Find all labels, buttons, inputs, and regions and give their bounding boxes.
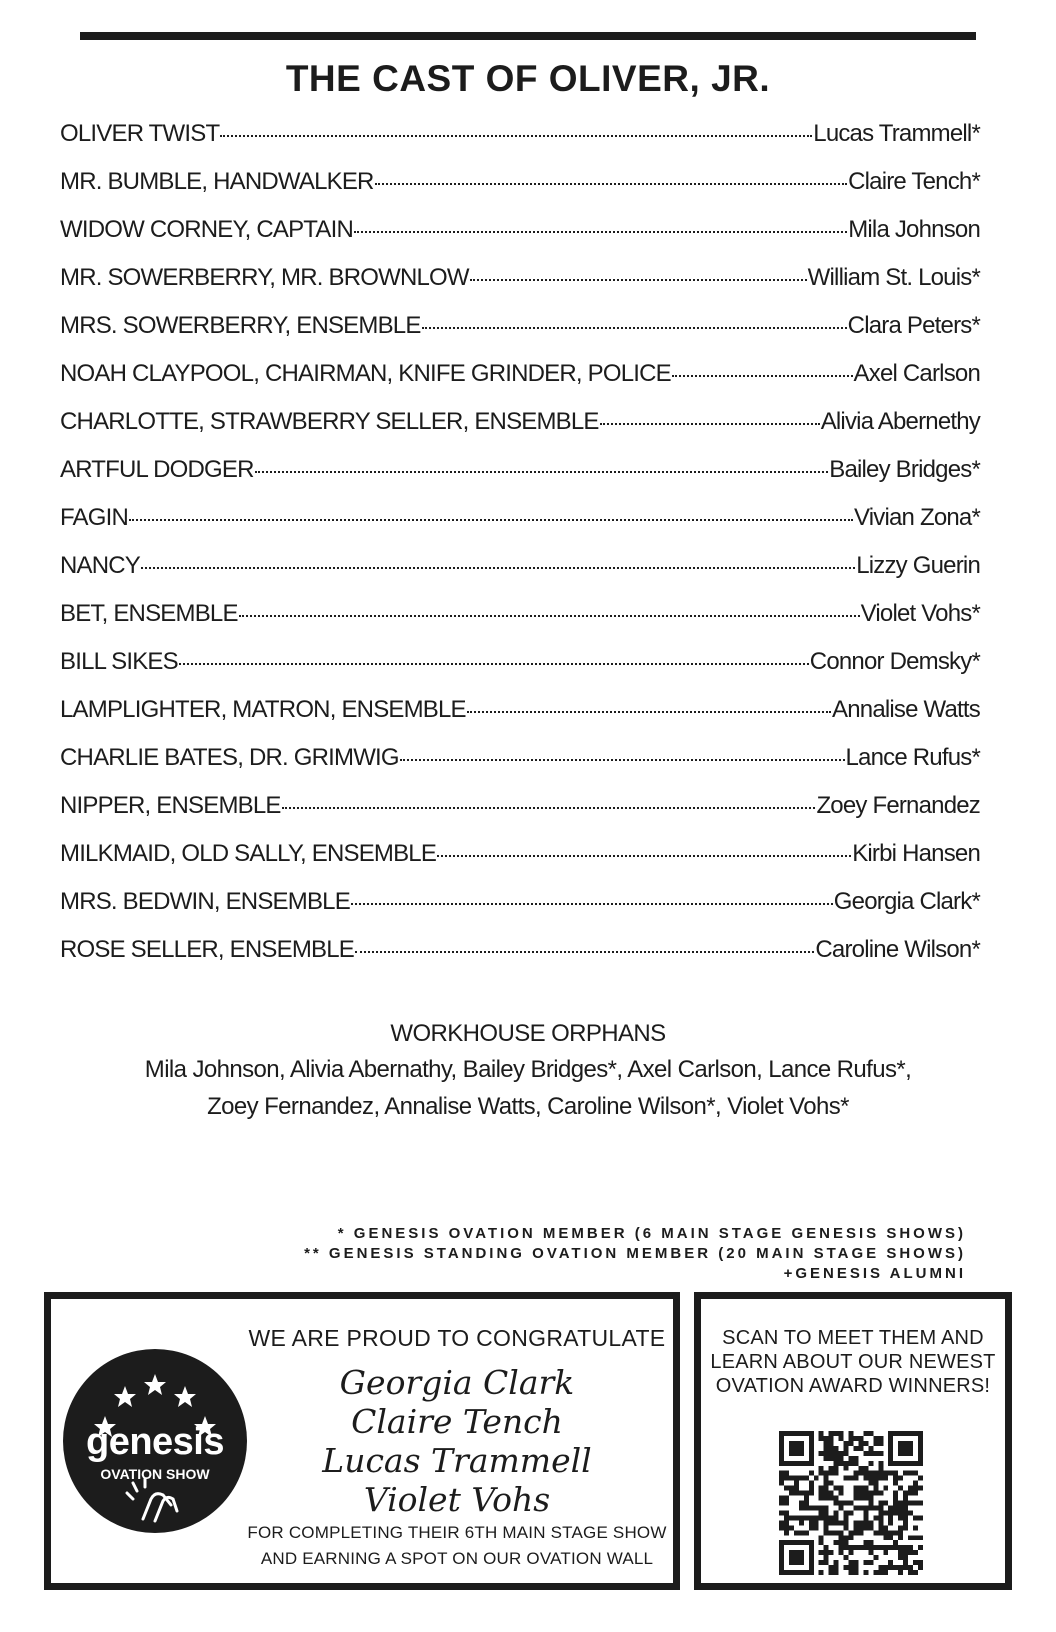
cast-row [60,552,980,600]
cast-row [60,264,980,312]
dot-leader [422,327,847,329]
cast-role: BET, ENSEMBLE [60,600,238,627]
cast-role: MR. BUMBLE, HANDWALKER [60,168,374,195]
cast-row [60,168,980,216]
cast-role: CHARLIE BATES, DR. GRIMWIG [60,744,399,771]
cast-actor: Kirbi Hansen [852,840,980,867]
cast-role: MRS. SOWERBERRY, ENSEMBLE [60,312,421,339]
congrats-heading: WE ARE PROUD TO CONGRATULATE [248,1325,666,1351]
cast-role: MRS. BEDWIN, ENSEMBLE [60,888,350,915]
cast-row [60,456,980,504]
membership-notes [304,1224,966,1284]
cast-actor: Bailey Bridges* [829,456,980,483]
cast-actor: Vivian Zona* [853,504,980,531]
dot-leader [355,951,814,953]
congratulations-box [44,1292,680,1590]
cast-role: NIPPER, ENSEMBLE [60,792,281,819]
cast-role: MR. SOWERBERRY, MR. BROWNLOW [60,264,469,291]
note-standing-ovation: ** GENESIS STANDING OVATION MEMBER (20 MAIN STAGE SHOWS) [304,1245,966,1262]
scan-text: SCAN TO MEET THEM AND [722,1327,984,1349]
dot-leader [354,231,847,233]
scan-text: OVATION AWARD WINNERS! [715,1375,991,1397]
dot-leader [672,375,853,377]
seal-subtitle: OVATION SHOW [100,1466,210,1482]
honoree-name: Lucas Trammell [322,1441,592,1480]
orphans-heading: WORKHOUSE ORPHANS [390,1020,666,1047]
cast-row [60,696,980,744]
cast-role: LAMPLIGHTER, MATRON, ENSEMBLE [60,696,466,723]
cast-role: FAGIN [60,504,129,531]
cast-row [60,936,980,984]
cast-actor: Violet Vohs* [860,600,980,627]
congrats-footer: FOR COMPLETING THEIR 6TH MAIN STAGE SHOW [247,1523,667,1542]
honoree-name: Claire Tench [351,1402,563,1441]
cast-row [60,888,980,936]
cast-list [60,120,980,984]
cast-actor: Connor Demsky* [809,648,980,675]
cast-role: MILKMAID, OLD SALLY, ENSEMBLE [60,840,437,867]
cast-actor: Caroline Wilson* [815,936,980,963]
cast-role: ROSE SELLER, ENSEMBLE [60,936,354,963]
cast-role: NOAH CLAYPOOL, CHAIRMAN, KNIFE GRINDER, POLICE [60,360,671,387]
honoree-name: Georgia Clark [339,1363,575,1402]
dot-leader [141,567,855,569]
dot-leader [467,711,831,713]
orphans-line: Mila Johnson, Alivia Abernathy, Bailey Bridges*, Axel Carlson, Lance Rufus*, [144,1056,912,1083]
cast-row [60,120,980,168]
cast-role: ARTFUL DODGER [60,456,254,483]
qr-code-icon[interactable] [779,1431,923,1575]
cast-actor: Lizzy Guerin [856,552,980,579]
cast-row [60,408,980,456]
cast-actor: Claire Tench* [848,168,980,195]
dot-leader [351,903,833,905]
page-title: THE CAST OF OLIVER, JR. [285,58,771,99]
dot-leader [375,183,848,185]
dot-leader [437,855,851,857]
scan-text: LEARN ABOUT OUR NEWEST [710,1351,996,1373]
cast-actor: Mila Johnson [848,216,980,243]
cast-actor: William St. Louis* [807,264,980,291]
cast-row [60,504,980,552]
cast-actor: Lucas Trammell* [813,120,980,147]
congrats-footer: AND EARNING A SPOT ON OUR OVATION WALL [260,1549,654,1568]
cast-actor: Zoey Fernandez [816,792,980,819]
note-alumni: +GENESIS ALUMNI [783,1265,966,1282]
cast-role: NANCY [60,552,141,579]
cast-row [60,840,980,888]
cast-actor: Clara Peters* [847,312,980,339]
cast-actor: Lance Rufus* [845,744,980,771]
honoree-name: Violet Vohs [363,1480,551,1519]
cast-row [60,360,980,408]
cast-row [60,216,980,264]
seal-wordmark: genesis [85,1421,225,1463]
note-ovation: * GENESIS OVATION MEMBER (6 MAIN STAGE GENESIS SHOWS) [337,1225,966,1242]
clapping-hands-icon [127,1479,177,1521]
cast-row [60,312,980,360]
cast-row [60,792,980,840]
dot-leader [129,519,853,521]
dot-leader [400,759,845,761]
dot-leader [255,471,829,473]
cast-row [60,744,980,792]
cast-role: OLIVER TWIST [60,120,220,147]
cast-actor: Alivia Abernethy [820,408,980,435]
cast-row [60,648,980,696]
scan-box [694,1292,1012,1590]
orphans-line: Zoey Fernandez, Annalise Watts, Caroline Wilson*, Violet Vohs* [207,1093,849,1120]
cast-role: BILL SIKES [60,648,178,675]
dot-leader [600,423,820,425]
dot-leader [220,135,812,137]
cast-actor: Georgia Clark* [833,888,980,915]
cast-actor: Axel Carlson [853,360,980,387]
dot-leader [470,279,807,281]
genesis-ovation-seal [63,1349,247,1533]
cast-role: WIDOW CORNEY, CAPTAIN [60,216,353,243]
cast-actor: Annalise Watts [832,696,980,723]
dot-leader [179,663,809,665]
cast-row [60,600,980,648]
cast-role: CHARLOTTE, STRAWBERRY SELLER, ENSEMBLE [60,408,599,435]
top-rule [80,32,976,40]
dot-leader [239,615,860,617]
dot-leader [282,807,816,809]
